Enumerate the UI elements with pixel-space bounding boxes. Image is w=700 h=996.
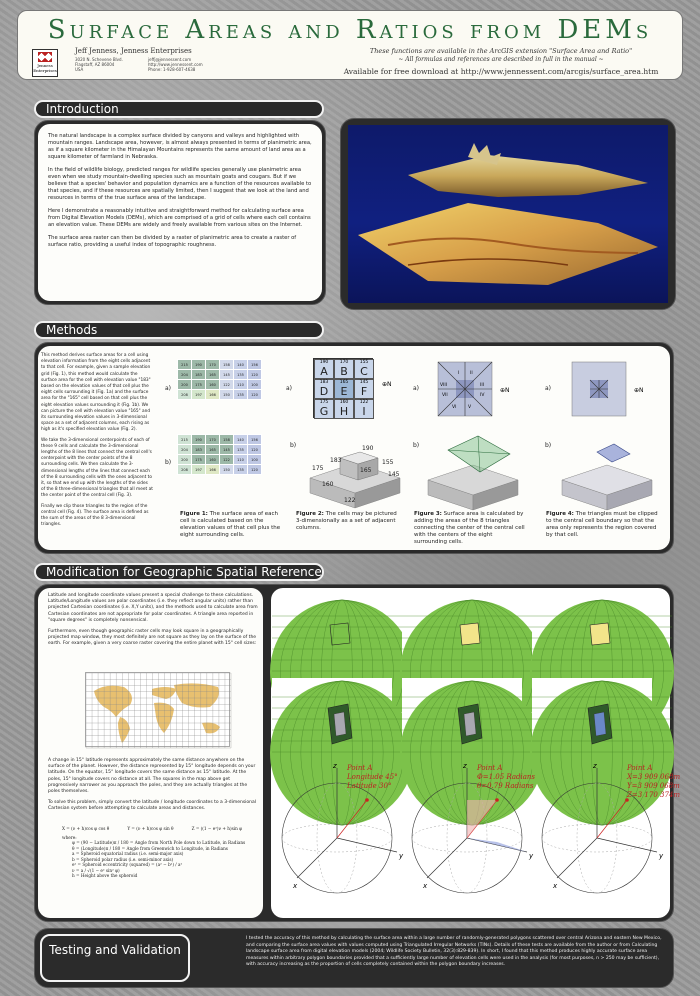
formula-line: e² = Spheroid eccentricity (squared) = (a² − b²) / a² bbox=[72, 862, 183, 867]
terrain-3d-image bbox=[348, 125, 668, 303]
grid-row bbox=[178, 390, 262, 400]
globe-triangles bbox=[594, 712, 606, 736]
world-map-svg bbox=[86, 673, 231, 748]
paragraph: Latitude and longitude coordinate values present a special challenge to these calculations. Latitude/Longitude values are polar coordinates (i.e. they reflect angular units) rather than projected Cartesian coordinates (i.e. X,Y units), and the methods used to calculate area from Cartesian coordinates are not appropriate for polar coordinates. A triangle area reported in "square degrees" is completely nonsensical. bbox=[48, 593, 258, 623]
globe-triangles bbox=[334, 712, 346, 736]
axis-label: y bbox=[659, 852, 664, 860]
col-value: 165 bbox=[360, 467, 372, 474]
formula-line: where: bbox=[62, 834, 77, 840]
point-label: Point A bbox=[347, 764, 373, 772]
col-value: 160 bbox=[322, 481, 334, 488]
world-map bbox=[85, 672, 230, 747]
grid-cell: 160 bbox=[206, 380, 220, 390]
caption-label: Figure 2: bbox=[296, 511, 324, 517]
cell-letter: B bbox=[340, 365, 348, 378]
grid-cell: 166 bbox=[206, 390, 220, 400]
formula-y: Y = (ν + h)cos φ sin θ bbox=[127, 826, 174, 831]
fig4-b-label: b) bbox=[545, 442, 552, 449]
grid-cell: 110 bbox=[234, 380, 248, 390]
fig3-triangles bbox=[428, 362, 518, 422]
download-link[interactable]: Available for free download at http://www.jennessent.com/arcgis/surface_area.htm bbox=[343, 67, 659, 76]
grid-cell: 170 bbox=[206, 360, 220, 370]
grid-row bbox=[178, 435, 262, 445]
cell-value: 190 bbox=[319, 360, 329, 365]
triangle-label: V bbox=[468, 405, 472, 410]
caption-text: The triangles must be clipped to the central cell boundary so that the area only represents the region covered by that cell. bbox=[546, 511, 658, 538]
globe-svg bbox=[402, 597, 522, 675]
paragraph: In the field of wildlife biology, predicted ranges for wildlife species generally use planimetric area even when we study mountain-dwelling species such as mountain goats and cougars. But if we believe that a species' behavior and population dynamics are a function of the resources available to that species, and if these resources are spatially limited, then I suggest that we look at the land and resources in terms of the true surface area of the landscape. bbox=[48, 167, 312, 201]
cell-value: 165 bbox=[339, 380, 349, 385]
grid-cell: 197 bbox=[192, 390, 206, 400]
address-line: 3020 N. Schevene Blvd. bbox=[75, 57, 123, 62]
grid-cell: 135 bbox=[234, 465, 248, 475]
triangle-label: I bbox=[458, 371, 460, 376]
grid-cell: 110 bbox=[234, 455, 248, 465]
caption-text: The surface area of each cell is calculated based on the elevation values of that cell plus the eight surrounding cells. bbox=[180, 511, 281, 538]
grid-cell: 156 bbox=[248, 360, 262, 370]
point-label: Φ=1.05 Radians bbox=[477, 773, 536, 781]
grid-cell: 204 bbox=[178, 445, 192, 455]
globe-image bbox=[402, 597, 522, 675]
fig1-a-label: a) bbox=[165, 385, 172, 392]
grid-cell: 145 bbox=[220, 370, 234, 380]
globe-image bbox=[532, 597, 652, 675]
author: Jeff Jenness, Jenness Enterprises bbox=[75, 47, 192, 55]
terrain-svg bbox=[348, 125, 668, 303]
point-vector bbox=[337, 800, 367, 838]
grid-cell: 183 bbox=[192, 370, 206, 380]
sphere-diagrams bbox=[275, 758, 681, 918]
paragraph: The surface area raster can then be divided by a raster of planimetric area to create a raster of surface ratio, providing a useful index of topographic roughness. bbox=[48, 235, 297, 248]
cell-letter: C bbox=[360, 365, 368, 378]
axis-label: x bbox=[423, 882, 428, 890]
fig3-3d bbox=[418, 430, 528, 512]
fig2-abc-grid bbox=[313, 358, 373, 418]
elevation-grid bbox=[177, 359, 262, 400]
fig2-columns bbox=[300, 428, 410, 510]
axis-label: z bbox=[593, 762, 597, 770]
cell-value: 160 bbox=[339, 400, 349, 405]
cell-g bbox=[314, 399, 334, 419]
paragraph: Finally we clip those triangles to the region of the central cell (Fig. 4). The surface area is defined as the sum of the areas of the 8 3-dimensional triangles. bbox=[41, 503, 149, 528]
upper-terrain bbox=[408, 155, 648, 197]
cell-letter: A bbox=[320, 365, 328, 378]
availability-block bbox=[336, 47, 666, 76]
grid-cell: 200 bbox=[178, 455, 192, 465]
grid-cell: 120 bbox=[248, 445, 262, 455]
fig3-a-label: a) bbox=[413, 385, 420, 392]
grid-cell: 150 bbox=[220, 390, 234, 400]
col-value: 145 bbox=[388, 471, 400, 478]
cell-letter: I bbox=[362, 405, 366, 418]
grid-cell: 215 bbox=[178, 435, 192, 445]
globe-cell bbox=[460, 623, 480, 645]
grid-row bbox=[178, 465, 262, 475]
fig3-b-label: b) bbox=[413, 442, 420, 449]
grid-cell: 200 bbox=[178, 380, 192, 390]
col-value: 122 bbox=[344, 497, 356, 504]
globe-image bbox=[272, 597, 392, 675]
testing-heading: Testing and Validation bbox=[40, 934, 190, 982]
grid-cell: 158 bbox=[220, 360, 234, 370]
triangle-label: III bbox=[480, 383, 484, 388]
grid-row bbox=[178, 455, 262, 465]
formula-line: a = Spheroid equatorial radius (i.e. semi-major axis) bbox=[72, 851, 184, 856]
grid-cell: 100 bbox=[248, 455, 262, 465]
sphere-diagram bbox=[412, 762, 535, 893]
cell-e bbox=[334, 379, 354, 399]
address bbox=[75, 57, 123, 72]
sphere-diagram bbox=[542, 762, 680, 893]
methods-text bbox=[41, 353, 153, 534]
globe-svg bbox=[272, 678, 392, 756]
grid-cell: 165 bbox=[206, 445, 220, 455]
continent-europe bbox=[152, 687, 176, 699]
grid-row bbox=[178, 445, 262, 455]
grid-cell: 208 bbox=[178, 390, 192, 400]
address-line: USA bbox=[75, 67, 84, 72]
continent-north-america bbox=[94, 686, 132, 717]
globe-svg bbox=[402, 678, 522, 756]
cell-b bbox=[334, 359, 354, 379]
north-label: N bbox=[387, 381, 392, 388]
introduction-text bbox=[38, 124, 322, 301]
contact bbox=[148, 57, 203, 72]
point-label: Longitude 45° bbox=[347, 773, 398, 781]
grid-cell: 197 bbox=[192, 465, 206, 475]
caption-label: Figure 1: bbox=[180, 511, 208, 517]
grid-cell: 208 bbox=[178, 465, 192, 475]
cell-letter: E bbox=[340, 385, 348, 398]
fig1-grid-a bbox=[177, 359, 262, 400]
axis-label: y bbox=[529, 852, 534, 860]
geo-text-top bbox=[48, 593, 258, 654]
poster-title: Surface Areas and Ratios from DEMs bbox=[47, 15, 653, 45]
grid-cell: 175 bbox=[192, 455, 206, 465]
paragraph: A change in 15° latitude represents approximately the same distance anywhere on the surface of the planet. However, the distance represented by 15° longitude depends on your latitude. On the equator, 15° longitude covers the same distance as 15° latitude. At the poles, 15° longitude covers no distance at all. The squares in the map above get progressively narrower as you approach the poles, and they are actually triangles at the poles themselves. bbox=[48, 758, 256, 795]
formula-z: Z = ((1 − e²)ν + h)sin φ bbox=[191, 826, 243, 831]
cell-letter: D bbox=[319, 385, 329, 398]
grid-cell: 160 bbox=[206, 455, 220, 465]
grid-cell: 183 bbox=[192, 445, 206, 455]
grid-row bbox=[178, 380, 262, 390]
grid-cell: 100 bbox=[248, 380, 262, 390]
point-label: Point A bbox=[477, 764, 503, 772]
paragraph: Here I demonstrate a reasonably intuitive and straightforward method for calculating surface area from Digital Elevation Models (DEMs), which are comprised of a grid of cells where each cell contains an elevation value. These DEMs are widely and freely available from various sites on the Internet. bbox=[48, 208, 311, 228]
cell-i bbox=[354, 399, 374, 419]
phone: Phone: 1-928-607-4638 bbox=[148, 67, 196, 72]
continent-asia bbox=[174, 683, 219, 707]
caption-label: Figure 3: bbox=[414, 511, 442, 517]
grid-cell: 175 bbox=[192, 380, 206, 390]
formula-x: X = (ν + h)cos φ cos θ bbox=[62, 826, 110, 831]
grid-cell: 135 bbox=[234, 445, 248, 455]
grid-cell: 190 bbox=[192, 435, 206, 445]
continent-africa bbox=[154, 703, 174, 733]
caption-label: Figure 4: bbox=[546, 511, 574, 517]
formulas-note: ~ All formulas and references are described in full in the manual ~ bbox=[398, 56, 604, 63]
cell-letter: F bbox=[360, 385, 368, 398]
fig2-a-label: a) bbox=[286, 385, 293, 392]
triangle-label: VII bbox=[442, 393, 448, 398]
logo-icon bbox=[38, 52, 52, 62]
cell-letter: G bbox=[319, 405, 329, 418]
logo bbox=[32, 49, 58, 77]
sphere-diagram bbox=[282, 762, 404, 893]
cell-value: 145 bbox=[359, 380, 369, 385]
fig1-grid-b bbox=[177, 434, 262, 475]
geo-heading: Modification for Geographic Spatial Reference bbox=[34, 563, 324, 581]
point-label: θ=0.79 Radians bbox=[477, 782, 534, 790]
grid-cell: 140 bbox=[234, 360, 248, 370]
axis-label: x bbox=[553, 882, 558, 890]
north-icon: ⊕N bbox=[634, 387, 644, 394]
north-icon: ⊕N bbox=[382, 381, 392, 388]
grid-cell: 122 bbox=[220, 455, 234, 465]
address-line: Flagstaff, AZ 86004 bbox=[75, 62, 115, 67]
paragraph: To solve this problem, simply convert the latitude / longitude coordinates to a 3-dimensional Cartesian system before attempting to calculate areas and distances. bbox=[48, 800, 257, 812]
grid-cell: 158 bbox=[220, 435, 234, 445]
grid-cell: 204 bbox=[178, 370, 192, 380]
logo-text: Jenness Enterprises bbox=[33, 63, 57, 73]
globe-svg bbox=[532, 597, 652, 675]
grid-cell: 122 bbox=[220, 380, 234, 390]
point-a-marker bbox=[365, 798, 369, 802]
fig4-caption bbox=[546, 511, 658, 539]
fig2-caption bbox=[296, 511, 401, 532]
grid-cell: 120 bbox=[248, 465, 262, 475]
introduction-panel bbox=[34, 120, 326, 305]
col-value: 175 bbox=[312, 465, 324, 472]
grid-cell: 145 bbox=[220, 445, 234, 455]
fig4-a-label: a) bbox=[545, 385, 552, 392]
grid-cell: 120 bbox=[248, 370, 262, 380]
cell-value: 122 bbox=[359, 400, 369, 405]
grid-cell: 215 bbox=[178, 360, 192, 370]
point-label: Y=3 909 068m bbox=[627, 782, 680, 790]
grid-cell: 135 bbox=[234, 370, 248, 380]
point-label: Point A bbox=[627, 764, 653, 772]
paragraph: We take the 3-dimensional centerpoints of each of these 9 cells and calculate the 3-dimensional lengths of the 8 lines that connect the central cell's centerpoint with the center points of the 8 surrounding cells. We then calculate the 3-dimensional lengths of the lines that connect each of the 8 surrounding cells with the ones adjacent to it, so that we end up with the lengths of the sides of the 8 three-dimensional triangles that all meet at the center point of the central cell (Fig. 3). bbox=[41, 437, 153, 499]
email-link[interactable]: jeffj@jennessent.com bbox=[148, 57, 192, 62]
formula-line: θ = (Longitude)π / 180 = Angle from Greenwich to Longitude, in Radians bbox=[72, 845, 228, 851]
fig4-3d bbox=[552, 430, 662, 512]
elevation-grid bbox=[177, 434, 262, 475]
formula-line: h = Height above the spheroid bbox=[72, 873, 138, 878]
fig2-b-label: b) bbox=[290, 442, 297, 449]
grid-cell: 190 bbox=[192, 360, 206, 370]
globe-cell bbox=[590, 623, 610, 645]
methods-heading: Methods bbox=[34, 321, 324, 339]
triangle-label: II bbox=[470, 371, 473, 376]
point-label: Latitude 30° bbox=[347, 782, 392, 790]
col-value: 183 bbox=[330, 457, 342, 464]
grid-row bbox=[178, 360, 262, 370]
triangle-label: VIII bbox=[440, 383, 448, 388]
cell-value: 183 bbox=[319, 380, 329, 385]
cell-a bbox=[314, 359, 334, 379]
cell-value: 170 bbox=[339, 360, 349, 365]
formula-line: ν = a / √(1 − e² sin² φ) bbox=[72, 867, 120, 873]
formula-line: φ = (90 − Latitude)π / 180 = Angle from North Pole down to Latitude, in Radians bbox=[72, 840, 246, 845]
col-value: 190 bbox=[362, 445, 374, 452]
col-value: 155 bbox=[382, 459, 394, 466]
cell-value: 155 bbox=[359, 360, 369, 365]
globe-svg bbox=[272, 597, 392, 675]
grid-cell: 120 bbox=[248, 390, 262, 400]
point-label: X=3 909 068m bbox=[627, 773, 681, 781]
geo-text-bottom bbox=[48, 758, 258, 819]
grid-cell: 170 bbox=[206, 435, 220, 445]
caption-text: The cells may be pictured 3-dimensionally as a set of adjacent columns. bbox=[296, 511, 397, 531]
triangle-label: VI bbox=[452, 405, 457, 410]
point-a-marker bbox=[495, 798, 499, 802]
globe-triangles bbox=[464, 712, 476, 736]
cell-h bbox=[334, 399, 354, 419]
point-label: Z=3 170 374m bbox=[627, 791, 680, 799]
grid-cell: 166 bbox=[206, 465, 220, 475]
globe-svg bbox=[532, 678, 652, 756]
globe-image bbox=[272, 678, 392, 756]
fig4-clipped bbox=[562, 362, 652, 422]
point-vector bbox=[597, 800, 627, 838]
axis-label: y bbox=[399, 852, 404, 860]
caption-text: Surface area is calculated by adding the areas of the 8 triangles connecting the center of the central cell with the centers of the eight surrounding cells. bbox=[414, 511, 525, 545]
axis-label: x bbox=[293, 882, 298, 890]
fig1-caption bbox=[180, 511, 285, 539]
triangle-label: IV bbox=[480, 393, 485, 398]
globe-image bbox=[402, 678, 522, 756]
cell-c bbox=[354, 359, 374, 379]
header bbox=[17, 10, 683, 80]
cell-f bbox=[354, 379, 374, 399]
continent-australia bbox=[202, 723, 220, 734]
fig3-caption bbox=[414, 511, 526, 546]
paragraph: Furthermore, even though geographic raster cells may look square in a geographically projected map window, they most definitely are not square as they lay on the surface of the earth. For example, given a very coarse raster covering the entire planet with 15° cell sizes: bbox=[48, 629, 257, 647]
formula-line: b = Spheroid polar radius (i.e. semi-minor axis) bbox=[72, 856, 174, 862]
cell-value: 175 bbox=[319, 400, 329, 405]
grid-cell: 156 bbox=[248, 435, 262, 445]
grid-cell: 150 bbox=[220, 465, 234, 475]
axis-label: z bbox=[463, 762, 467, 770]
north-icon: ⊕N bbox=[500, 387, 510, 394]
grid-cell: 140 bbox=[234, 435, 248, 445]
paragraph: The natural landscape is a complex surface divided by canyons and valleys and highlighted with mountain ranges. Landscape area, however, is almost always presented in terms of planimetric area, as if a square kilometer in the Himalayan Mountains represents the same amount of land area as a square kilometer of farmland in Nebraska. bbox=[48, 133, 312, 160]
grid-row bbox=[178, 370, 262, 380]
testing-text: I tested the accuracy of this method by calculating the surface area within a large number of randomly-generated polygons scattered over central Arizona and eastern New Mexico, and comparing the surface area values with values computed using Triangulated Irregular Networks (TINs). Details of these tests are available from the author or from Calculating landscape surface area from digital elevation models (2004; Wildlife Society Bulletin, 32(3):829-839). In short, I found that this method produces highly accurate surface area measures within arbitrary polygon boundaries provided that a sufficiently large number of elevation cells were used in the analysis (for most purposes, n > 250 may be sufficient), with accuracy increasing as the proportion of cells completely contained within the polygon boundary increases. bbox=[246, 936, 662, 968]
website-link[interactable]: http://www.jennessent.com bbox=[148, 62, 203, 67]
grid-cell: 165 bbox=[206, 370, 220, 380]
grid-cell: 135 bbox=[234, 390, 248, 400]
paragraph: This method derives surface areas for a cell using elevation information from the eight cells adjacent to that cell. For example, given a sample elevation grid (Fig. 1), this method would calculate the surface area for the cell with elevation value "183" based on the elevation values of that cell plus the eight cells surrounding it (Fig. 1a) and the surface area for the "165" cell based on that cell plus the eight elevation values surrounding it (Fig. 1b). We can picture the cell with elevation value "165" and its surrounding elevation values in 3-dimensional space as a set of adjacent columns, each rising as high as it's specified elevation value (Fig. 2). bbox=[41, 353, 151, 433]
conversion-formulas bbox=[62, 826, 262, 879]
introduction-heading: Introduction bbox=[34, 100, 324, 118]
fig1-b-label: b) bbox=[165, 459, 172, 466]
availability: These functions are available in the ArcGIS extension "Surface Area and Ratio" bbox=[369, 47, 633, 55]
cell-letter: H bbox=[339, 405, 349, 418]
cell-d bbox=[314, 379, 334, 399]
globe-image bbox=[532, 678, 652, 756]
axis-label: z bbox=[333, 762, 337, 770]
